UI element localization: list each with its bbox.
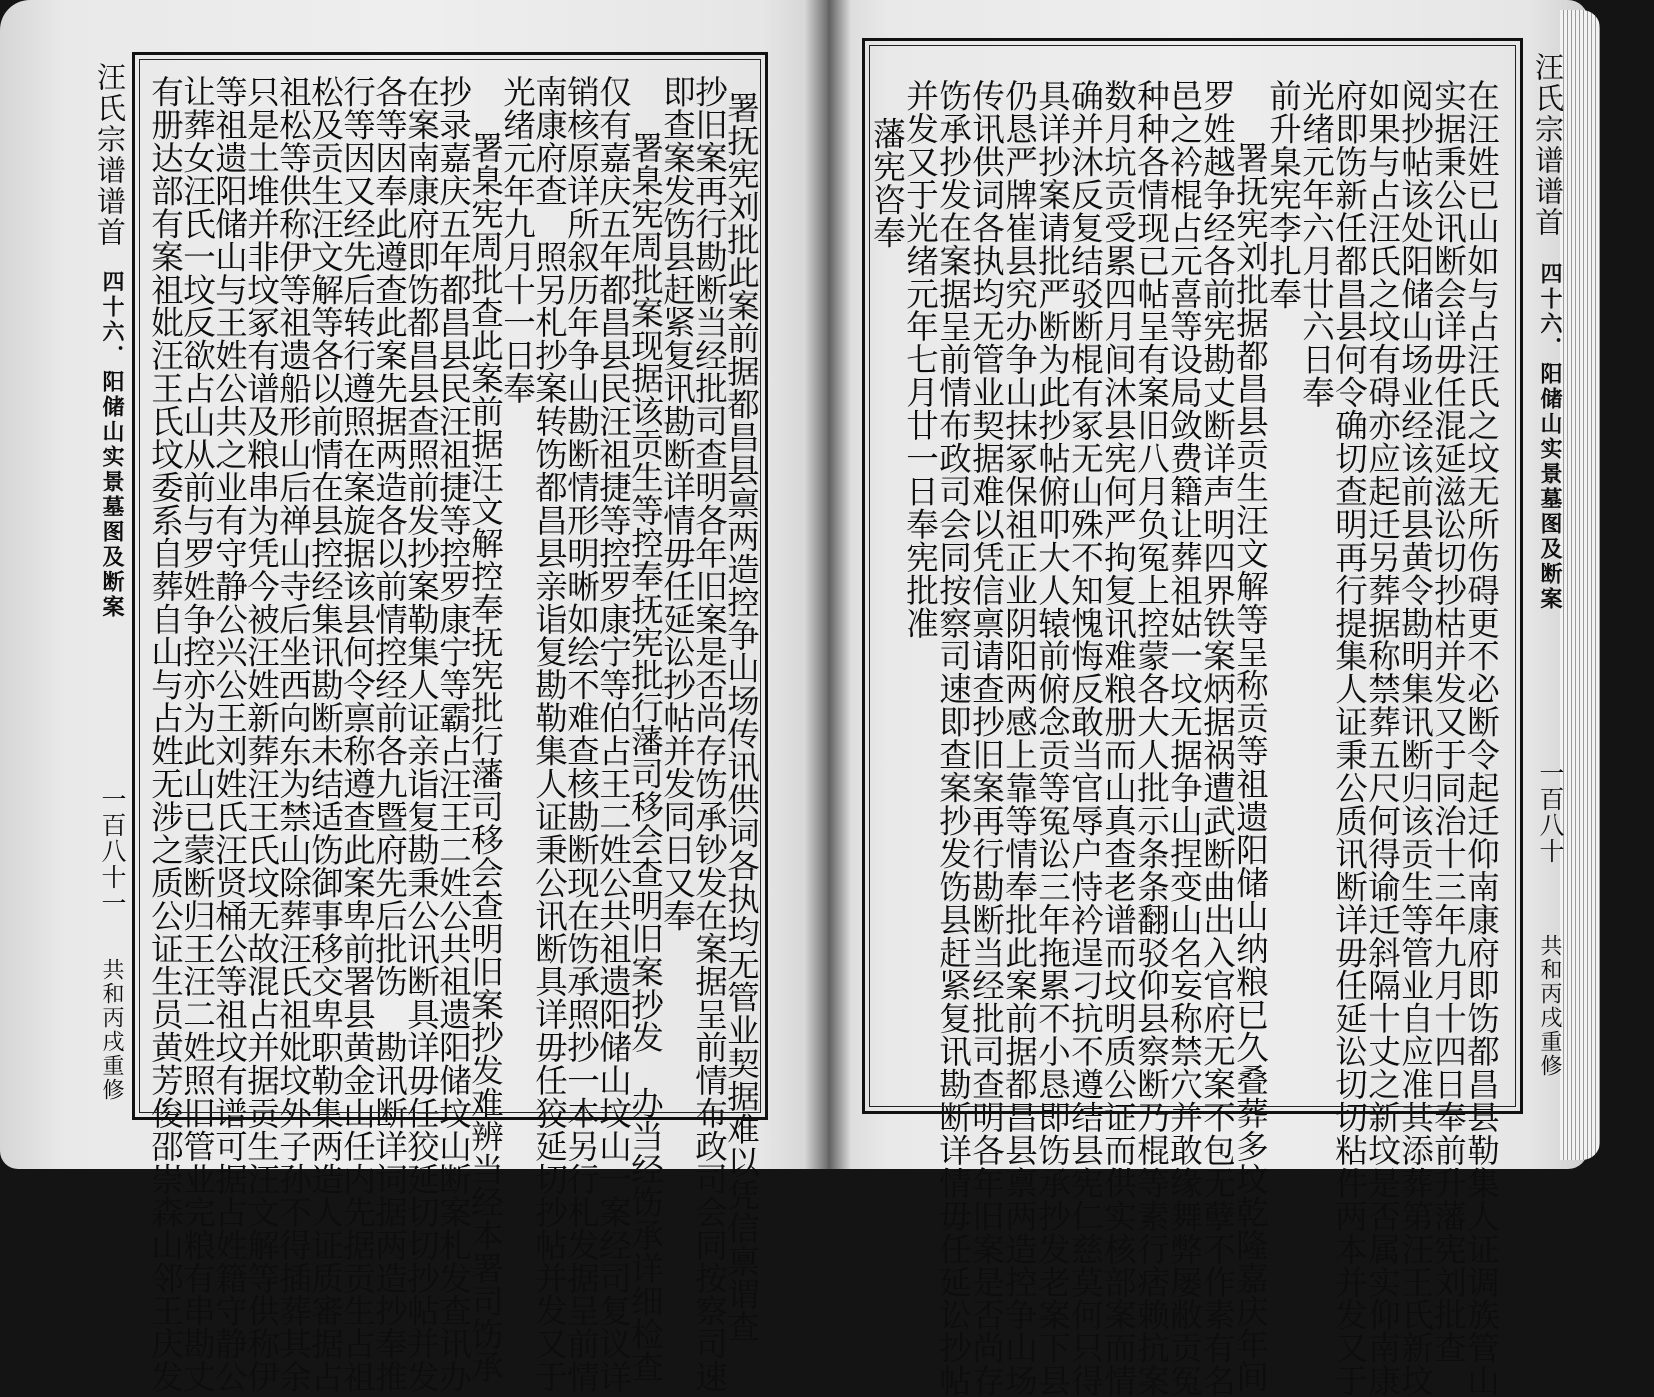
text-column: 并发又于光绪元年七月廿一日奉宪批准 — [901, 79, 940, 640]
text-column: 南康府查 照另札抄案转饬都昌县亲诣复勘勒集人证秉公讯断具详毋任狡延切抄帖并发又于 — [530, 75, 569, 1393]
left-margin-chapter-title: 四十六．阳储山实景墓图及断案 — [99, 270, 124, 620]
text-column: 前升臬宪李扎奉 — [1264, 79, 1303, 310]
text-column: 署臬宪周批案现据该贡生等控奉抚宪批行藩司移会查明旧案抄发 办当经饬承详细检查 — [626, 131, 665, 1384]
text-column: 确并沐反复结驳断棍有冢无山殊不知愧悔反敢当官辱户恃衿逞刁抗不遵结县宪仁慈莫何只得 — [1066, 79, 1105, 1397]
text-column: 邑之衿棍占元喜等设局敛费籍让葬祖姑一坟无据争山捏变山名妄称禁穴并敢缘舞弊屡敝贡冤 — [1165, 79, 1204, 1397]
text-column: 数月坑贡受累四月间沐县宪何严拘复讯难粮册而山真查老谱而坟明质公证而供实核部案而情 — [1099, 79, 1138, 1397]
text-column: 各等因奉此遵查此案先据两造各以前情控经前各九暨府先后批饬 勘讯断详词据两造抄奉推 — [370, 75, 409, 1393]
right-margin-book-title: 汪氏宗谱 — [1531, 52, 1565, 176]
right-margin-section: 谱首 — [1531, 176, 1565, 238]
text-column: 在案南康府即饬都昌县查照前发抄案勒集人证亲诣复勘秉公讯断具详毋任狡延切切抄帖并发 — [402, 75, 441, 1393]
text-column: 销核原详所叙历年争山勘断情形明晰如绘不难查核勘断现在饬承照抄一本另行札发据呈前情 — [562, 75, 601, 1393]
text-column: 让葬女汪氏一坟反欲占山从前与罗姓争控亦为此山已蒙断归王汪二姓照旧管业完粮有串勘丈 — [178, 75, 217, 1393]
text-column: 即查案发饬县赶紧复讯勘断详情毋任延讼抄帖并发同日又奉 — [658, 75, 697, 932]
text-column: 祖松等供称伊等祖遗船形山后禅山寺后坐西向东为禁山除葬汪氏祖妣坟外子孙不得插葬其余 — [274, 75, 313, 1393]
text-column: 实据秉公讯断会详毋任混延滋讼切抄枯并发又于同治十三年九月十四日奉前升藩宪刘批查 — [1429, 79, 1468, 1365]
left-page-number: 一百八十一 — [98, 786, 127, 916]
text-column: 如果与占汪氏之坟有碍亦应起迁另葬据称禁葬五尺何得谕迁斜隔十丈之新坟是否属实仰南康 — [1363, 79, 1402, 1397]
text-column: 具详抄案请批严断为此抄帖俯叩大人辕前俯念贡等冤讼三年拖累不小恳即饬承抄发老案下县 — [1033, 79, 1072, 1397]
text-column: 署臬宪周批查此案前据汪文解控奉抚宪批行藩司移会查明旧案抄发难辨当经本署司饬承 — [466, 131, 505, 1384]
left-text-frame — [132, 52, 768, 1393]
text-column: 在汪姓已山如与占汪氏之坟无所伤碍更不必断令起迁仰南康府即饬都昌县勒集人证调族管山 — [1462, 79, 1501, 1397]
text-column: 抄旧案再行勘断当经批司查明各年旧案是否尚存饬承钞发在案据呈前情布政司会同按察司速 — [690, 75, 729, 1393]
text-column: 署抚宪刘批据都昌县贡生汪文解等呈称贡等祖遗阳储山纳粮已久叠葬多坟乾隆嘉庆年间 — [1231, 141, 1270, 1394]
text-column: 松及贡生汪文解等各以前情在县控经集讯勘断未结适饬御事移交卑职勒集两造人证质審据占 — [306, 75, 345, 1393]
book-gutter — [805, 0, 851, 1169]
text-column: 光绪元年六月廿六日奉 — [1297, 79, 1336, 409]
text-column: 行等因又经先后转行遵照在案旋据该县何令禀称遵查此案卑前署县黄金山任内先据贡生占祖 — [338, 75, 377, 1393]
right-page-number: 一百八十 — [1536, 760, 1565, 864]
text-column: 藩宪咨奉 — [868, 117, 907, 249]
left-margin-section: 谱首 — [93, 186, 127, 248]
text-column: 抄录嘉庆五年都昌县民汪祖捷等控罗康宁等霸占汪王二姓公共祖遗阳储坟山断案札发查讯办 — [434, 75, 473, 1393]
text-column: 阅抄帖该处阳储山场业经该前县黄令勘明集讯断归该贡生等管业自应准其添葬第汪王氏新坟 — [1396, 79, 1435, 1397]
right-text-frame — [862, 38, 1523, 1397]
text-column: 署抚宪刘批此案前据都昌县禀两造控争山场传讯供词各执均无管业契据难以凭信禀谓查 — [722, 91, 761, 1344]
text-column: 传讯供词各执均无管业契据难以凭信禀请查抄旧案再行勘断当经批司查明各年旧案是否尚存 — [967, 79, 1006, 1397]
text-column: 罗姓越争经各前宪勘丈断详声明四界铁案炳据祸遭武断曲出入官府无案不包无孽不作素有名 — [1198, 79, 1237, 1397]
left-margin-book-title: 汪氏宗谱 — [93, 62, 127, 186]
text-column: 种种各情现已帖呈有案旧八月负冤上控蒙各大人批示条条翻驳仰县察断乃棍等素行痞赖抗案 — [1132, 79, 1171, 1397]
text-column: 有册达部有案祖妣汪王氏坟委系自葬自山与占姓无涉之质公证生员黄芳俊邵崇森山邻王庆发 — [146, 75, 185, 1393]
right-edition-note: 共和丙戌重修 — [1537, 934, 1562, 1078]
text-column: 府即饬新任都昌县何令确切查明再行提集人证秉公质讯断详毋任延讼切切粘件两本并发又于 — [1330, 79, 1369, 1397]
text-column: 仅有嘉庆五年都昌县民汪祖捷等控罗康宁等伯占王二姓公共祖遗阳储山坟山一案经司复议详 — [594, 75, 633, 1393]
left-edition-note: 共和丙戌重修 — [99, 958, 124, 1102]
text-column: 等祖遗阳储山与王姓公共之业有守静公兴公王刘姓氏汪贤桶公等祖坟有谱可据占姓籍守静公 — [210, 75, 249, 1393]
text-column: 只是土堆并非坟冢有谱及粮串为凭今被汪姓新葬汪王氏坟无故混占并据贡生汪文解等供称伊 — [242, 75, 281, 1393]
text-column: 饬承抄发在案据呈前情布政司会同按察司速即查案抄发饬县赶紧复讯勘断详情毋任延讼抄帖 — [934, 79, 973, 1397]
right-margin-chapter-title: 四十六．阳储山实景墓图及断案 — [1537, 262, 1562, 612]
text-column: 光绪元年九月十一日奉 — [498, 75, 537, 405]
text-column: 仍恳严牌崔县究办争山抹冢保祖正业阴阳两感上靠等情奉批此案前据都昌县禀两造控争山场 — [1000, 79, 1039, 1397]
